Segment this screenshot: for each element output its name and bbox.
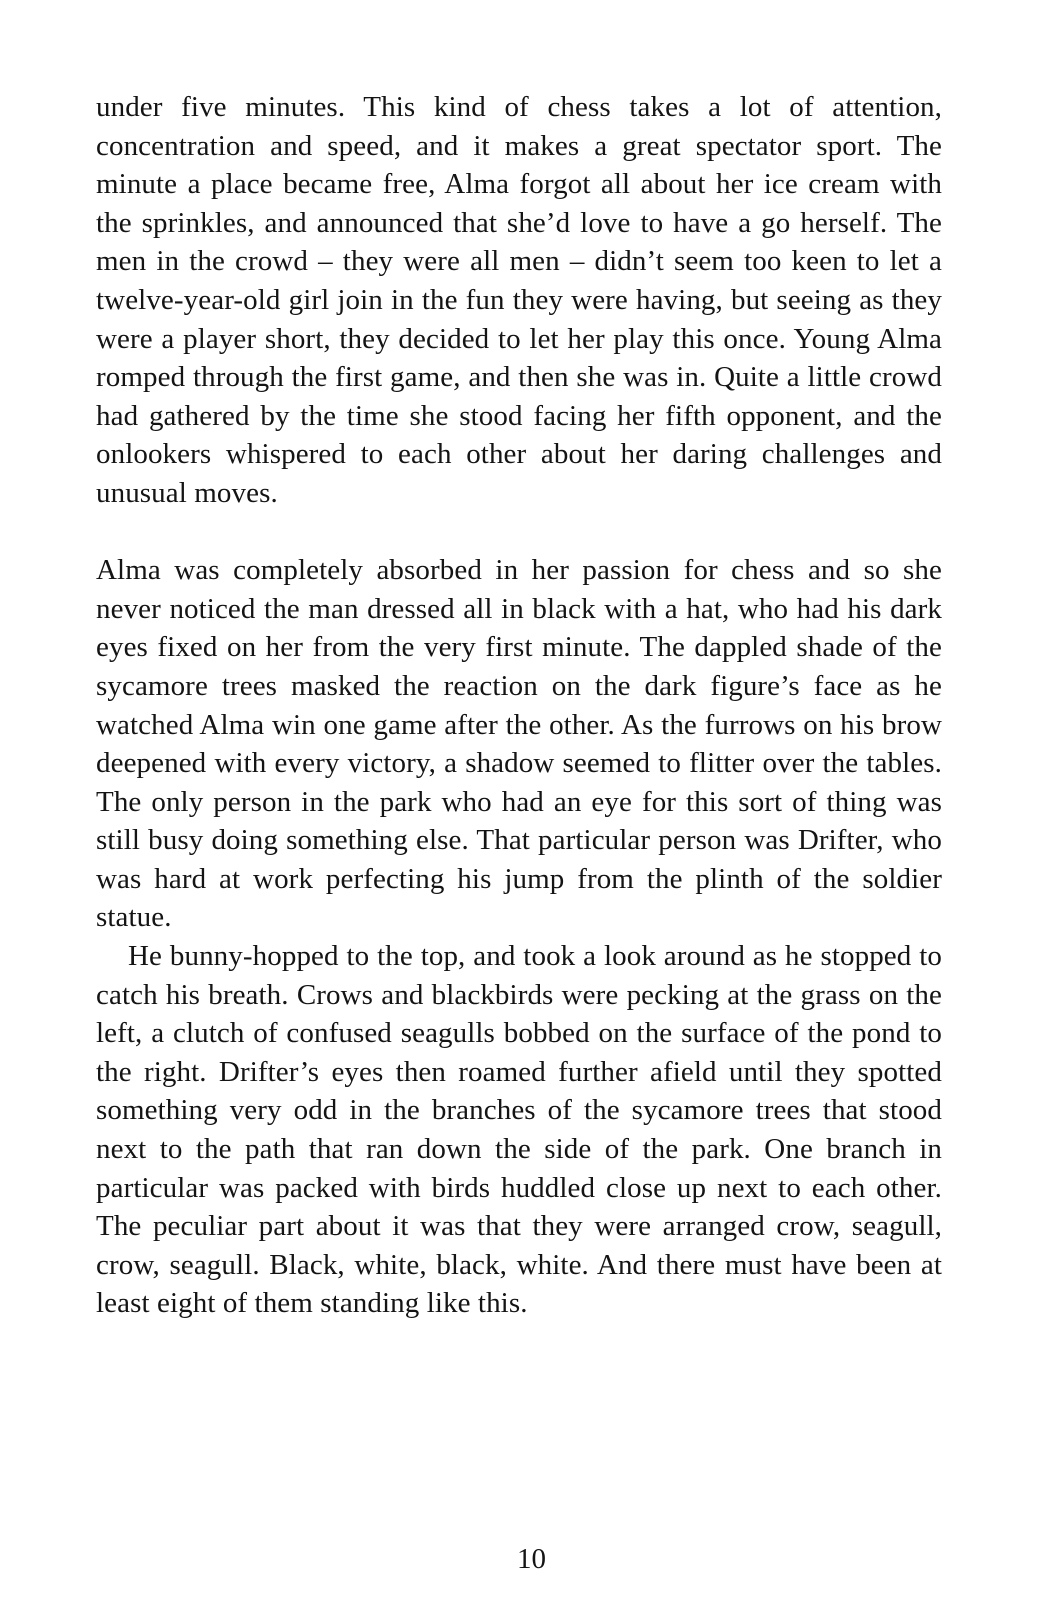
page-number: 10: [517, 1543, 546, 1575]
body-text: [96, 88, 942, 1323]
paragraph-continuation: under five minutes. This kind of chess takes a lot of attention, concentration and speed, and it makes a great spectator sport. The minute a place became free, Alma forgot all about her ice cream with the sprinkles, and announced that she’d love to have a go herself. The men in the crowd – they were all men – didn’t seem too keen to let a twelve-year-old girl join in the fun they were having, but seeing as they were a player short, they decided to let her play this once. Young Alma romped through the first game, and then she was in. Quite a little crowd had gathered by the time she stood facing her fifth opponent, and the onlookers whispered to each other about her daring challenges and unusual moves.: [96, 91, 942, 509]
paragraph-alma-absorbed: Alma was completely absorbed in her passion for chess and so she never noticed the man dressed all in black with a hat, who had his dark eyes fixed on her from the very first minute. The dappled shade of the sycamore trees masked the reaction on the dark figure’s face as he watched Alma win one game after the other. As the furrows on his brow deepened with every victory, a shadow seemed to flitter over the tables. The only person in the park who had an eye for this sort of thing was still busy doing something else. That particular person was Drifter, who was hard at work perfecting his jump from the plinth of the soldier statue.: [96, 554, 942, 934]
paragraph-drifter-lookout: He bunny-hopped to the top, and took a look around as he stopped to catch his breath. Crows and blackbirds were pecking at the grass on the left, a clutch of confused seagulls bobbed on the surface of the pond to the right. Drifter’s eyes then roamed further afield until they spotted something very odd in the branches of the sycamore trees that stood next to the path that ran down the side of the park. One branch in particular was packed with birds huddled close up next to each other. The peculiar part about it was that they were arranged crow, seagull, crow, seagull. Black, white, black, white. And there must have been at least eight of them standing like this.: [96, 940, 942, 1320]
